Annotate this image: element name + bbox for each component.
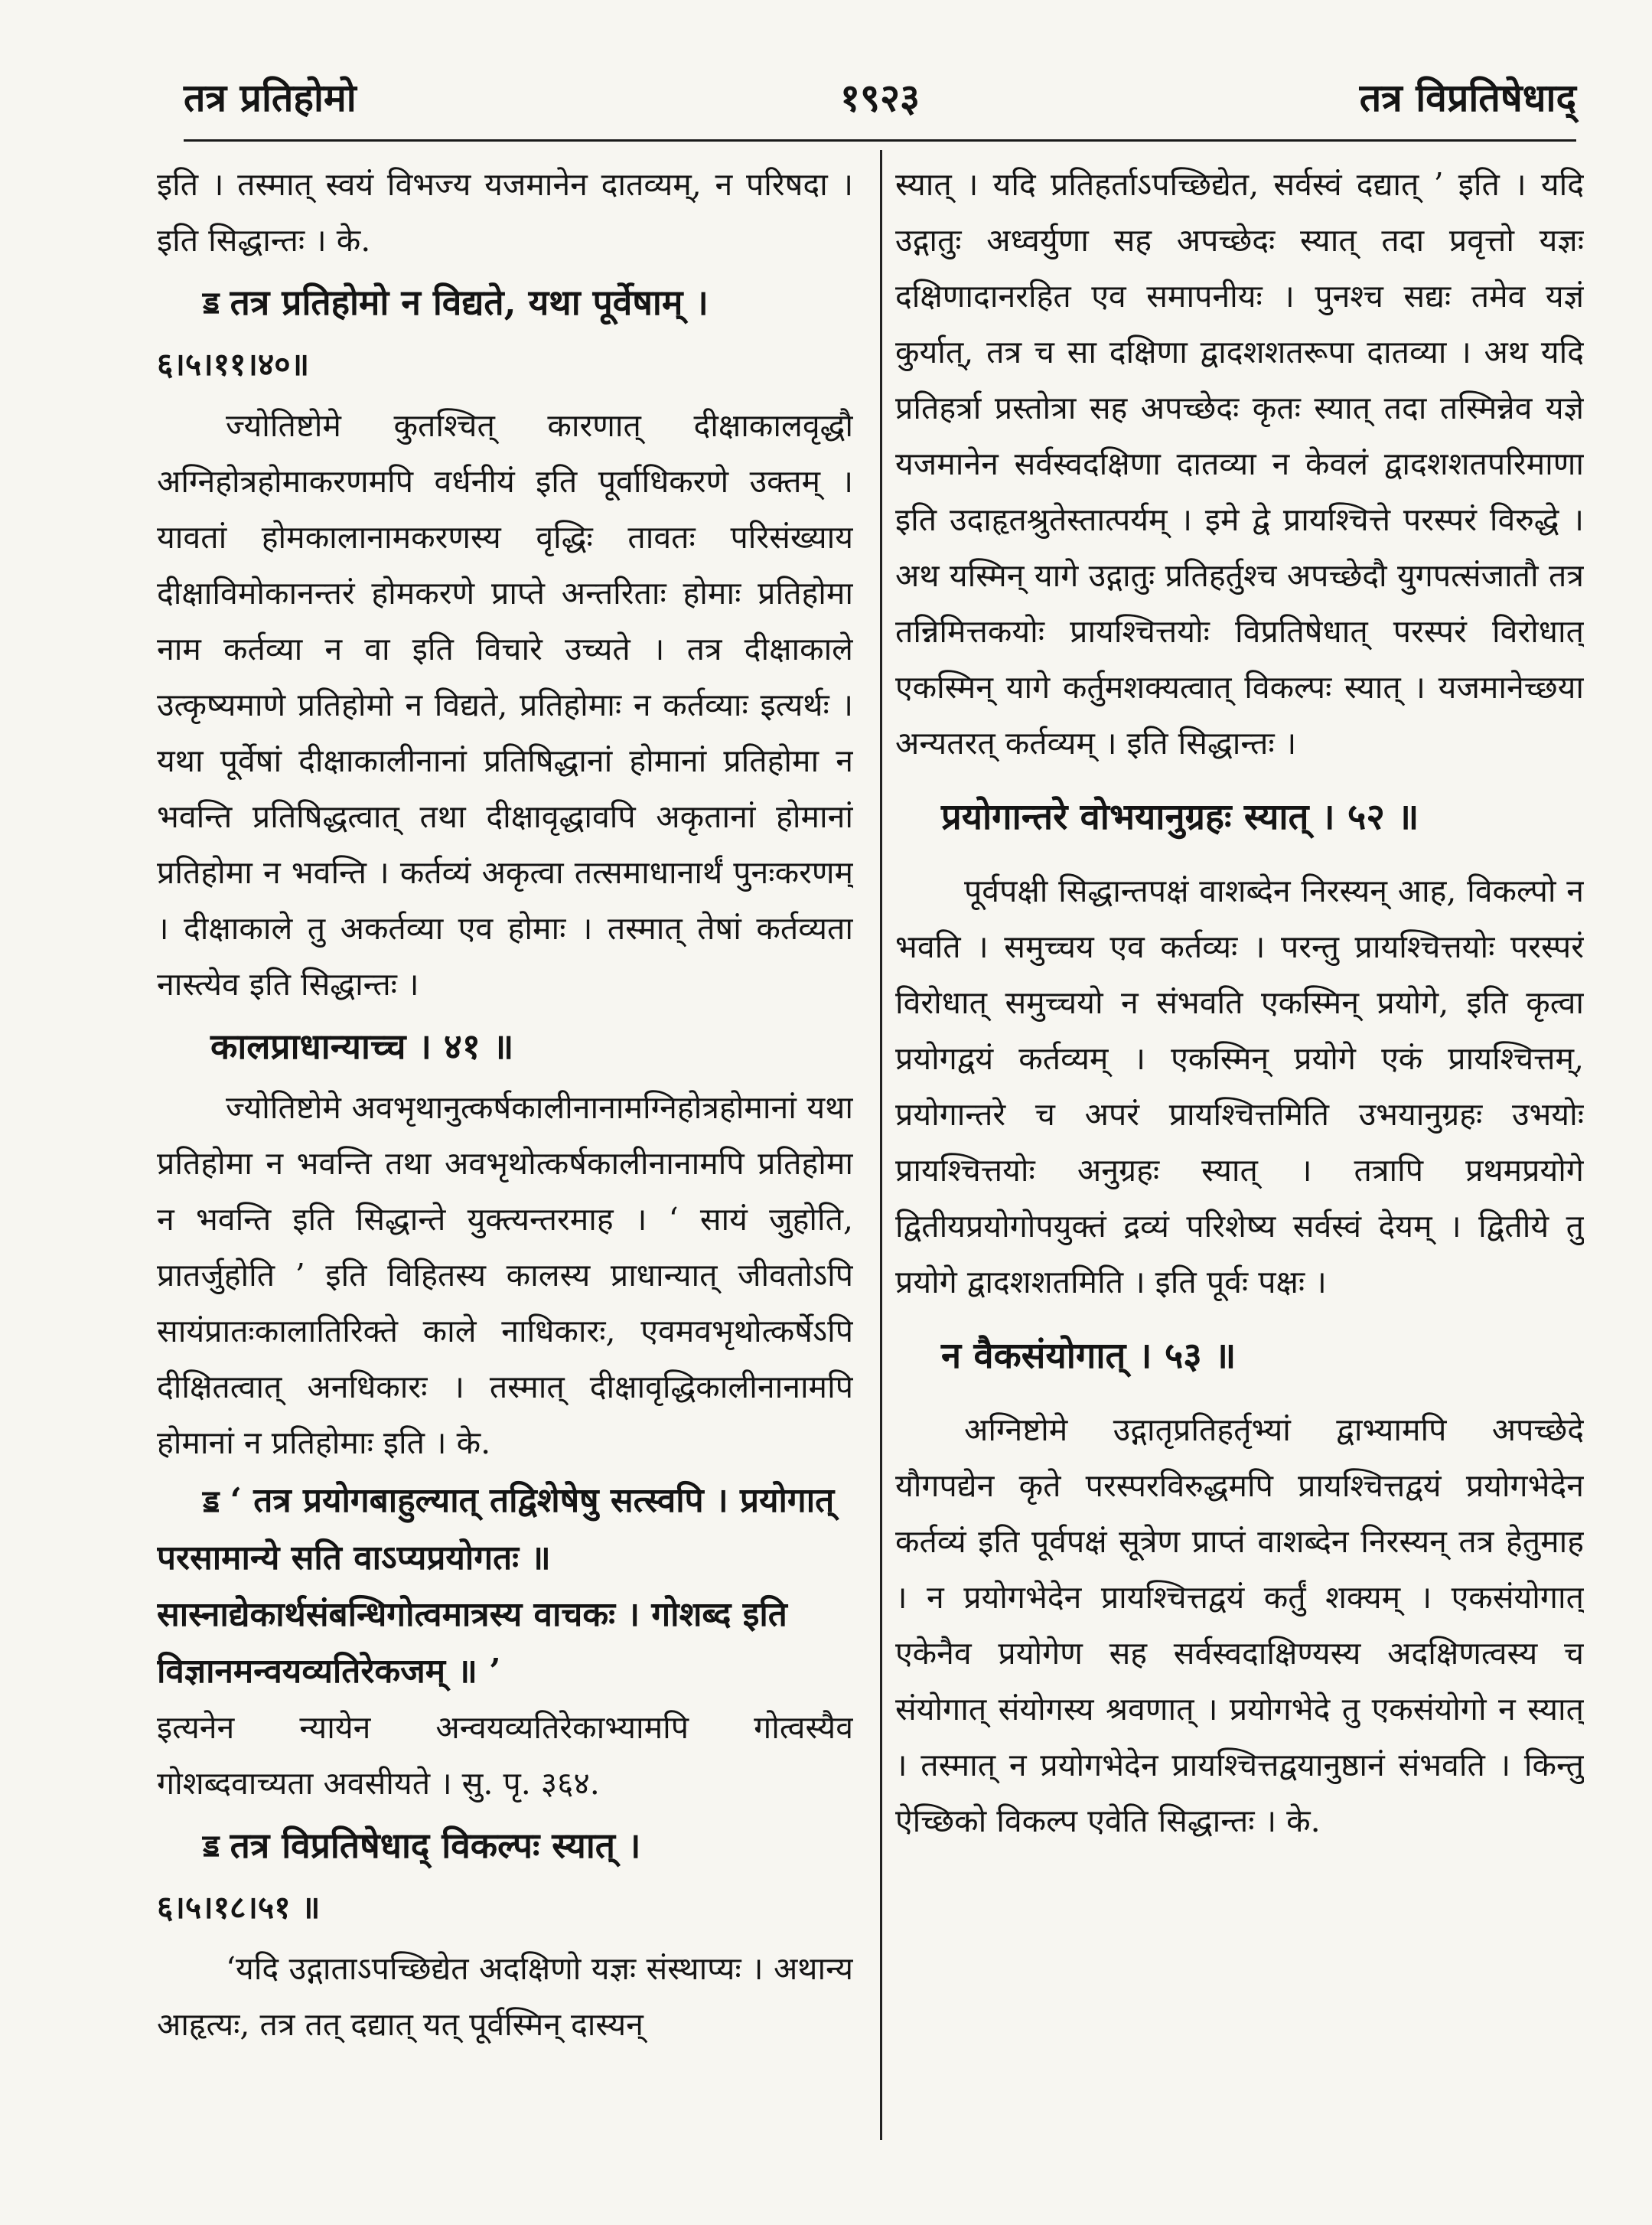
verse-marker-icon: ॾ <box>203 1483 220 1519</box>
paragraph: ज्योतिष्टोमे अवभृथानुत्कर्षकालीनानामग्निहोत्रहोमानां यथा प्रतिहोमा न भवन्ति तथा अवभृथोत्कर्षकालीनानामपि प्रतिहोमा न भवन्ति इति सिद्धान्ते युक्त्यन्तरमाह । ‘ सायं जुहोति, प्रातर्जुहोति ’ इति विहितस्य कालस्य प्राधान्यात् जीवतोऽपि सायंप्रातःकालातिरिक्ते काले नाधिकारः, एवमवभृथोत्कर्षेऽपि दीक्षितत्वात् अनधिकारः । तस्मात् दीक्षावृद्धिकालीनानामपि होमानां न प्रतिहोमाः इति । के. <box>157 1089 853 1461</box>
sutra-heading <box>157 1816 853 1936</box>
running-head-right: तत्र विप्रतिषेधाद् <box>1359 75 1576 120</box>
sutra-heading: प्रयोगान्तरे वोभयानुग्रहः स्यात् । ५२ ॥ <box>941 796 1419 838</box>
sutra-marker-icon: ॾ <box>203 1828 220 1864</box>
sutra-heading <box>157 273 853 393</box>
sutra-reference: ६।५।१८।५१ ॥ <box>157 1889 321 1926</box>
column-divider <box>880 150 882 2140</box>
page-number: १९२३ <box>840 75 920 120</box>
running-head-left: तत्र प्रतिहोमो <box>184 75 357 120</box>
sutra-heading: न वैकसंयोगात् । ५३ ॥ <box>941 1335 1237 1377</box>
sutra-reference: ६।५।११।४०॥ <box>157 346 310 383</box>
paragraph: ज्योतिष्टोमे कुतश्चित् कारणात् दीक्षाकालवृद्धौ अग्निहोत्रहोमाकरणमपि वर्धनीयं इति पूर्वाधिकरणे उक्तम् । यावतां होमकालानामकरणस्य वृद्धिः तावतः परिसंख्याय दीक्षाविमोकानन्तरं होमकरणे प्राप्ते अन्तरिताः होमाः प्रतिहोमा नाम कर्तव्या न वा इति विचारे उच्यते । तत्र दीक्षाकाले उत्कृष्यमाणे प्रतिहोमो न विद्यते, प्रतिहोमाः न कर्तव्याः इत्यर्थः । यथा पूर्वेषां दीक्षाकालीनानां प्रतिषिद्धानां होमानां प्रतिहोमा न भवन्ति प्रतिषिद्धत्वात् तथा दीक्षावृद्धावपि अकृतानां होमानां प्रतिहोमा न भवन्ति । कर्तव्यं अकृत्वा तत्समाधानार्थं पुनःकरणम् । दीक्षाकाले तु अकर्तव्या एव होमाः । तस्मात् तेषां कर्तव्यता नास्त्येव इति सिद्धान्तः । <box>157 407 853 1003</box>
sutra-heading: कालप्राधान्याच्च । ४१ ॥ <box>210 1026 514 1067</box>
paragraph: ‘यदि उद्गाताऽपच्छिद्येत अदक्षिणो यज्ञः संस्थाप्यः । अथान्य आहृत्यः, तत्र तत् दद्यात् यत् पूर्वस्मिन् दास्यन् <box>157 1950 853 2043</box>
right-column <box>895 157 1584 2147</box>
header-rule <box>184 139 1576 142</box>
paragraph: अग्निष्टोमे उद्गातृप्रतिहर्तृभ्यां द्वाभ्यामपि अपच्छेदे यौगपद्येन कृते परस्परविरुद्धमपि प्रायश्चित्तद्वयं प्रयोगभेदेन कर्तव्यं इति पूर्वपक्षं सूत्रेण प्राप्तं वाशब्देन निरस्यन् तत्र हेतुमाह । न प्रयोगभेदेन प्रायश्चित्तद्वयं कर्तुं शक्यम् । एकसंयोगात् एकेनैव प्रयोगेण सह सर्वस्वदाक्षिण्यस्य अदक्षिणत्वस्य च संयोगात् संयोगस्य श्रवणात् । प्रयोगभेदे तु एकसंयोगो न स्यात् । तस्मात् न प्रयोगभेदेन प्रायश्चित्तद्वयानुष्ठानं संभवति । किन्तु ऐच्छिको विकल्प एवेति सिद्धान्तः । के. <box>895 1411 1584 1839</box>
sutra-text: तत्र प्रतिहोमो न विद्यते, यथा पूर्वेषाम् । <box>230 282 709 323</box>
page-header <box>184 67 1576 129</box>
left-column <box>157 157 853 2147</box>
sutra-marker-icon: ॾ <box>203 285 220 321</box>
verse-text: ‘ तत्र प्रयोगबाहुल्यात् तद्विशेषेषु सत्स्वपि । प्रयोगात् परसामान्ये सति वाऽप्यप्रयोगतः ॥ सास्नाद्येकार्थसंबन्धिगोत्वमात्रस्य वाचकः । गोशब्द इति विज्ञानमन्वयव्यतिरेकजम् ॥ ’ <box>157 1481 835 1691</box>
paragraph: पूर्वपक्षी सिद्धान्तपक्षं वाशब्देन निरस्यन् आह, विकल्पो न भवति । समुच्चय एव कर्तव्यः । परन्तु प्रायश्चित्तयोः परस्परं विरोधात् समुच्चयो न संभवति एकस्मिन् प्रयोगे, इति कृत्वा प्रयोगद्वयं कर्तव्यम् । एकस्मिन् प्रयोगे एकं प्रायश्चित्तम्, प्रयोगान्तरे च अपरं प्रायश्चित्तमिति उभयानुग्रहः उभयोः प्रायश्चित्तयोः अनुग्रहः स्यात् । तत्रापि प्रथमप्रयोगे द्वितीयप्रयोगोपयुक्तं द्रव्यं परिशेष्य सर्वस्वं देयम् । द्वितीये तु प्रयोगे द्वादशशतमिति । इति पूर्वः पक्षः । <box>895 873 1584 1300</box>
paragraph: स्यात् । यदि प्रतिहर्ताऽपच्छिद्येत, सर्वस्वं दद्यात् ’ इति । यदि उद्गातुः अध्वर्युणा सह अपच्छेदः स्यात् तदा प्रवृत्तो यज्ञः दक्षिणादानरहित एव समापनीयः । पुनश्च सद्यः तमेव यज्ञं कुर्यात्, तत्र च सा दक्षिणा द्वादशशतरूपा दातव्या । अथ यदि प्रतिहर्त्रा प्रस्तोत्रा सह अपच्छेदः कृतः स्यात् तदा तस्मिन्नेव यज्ञे यजमानेन सर्वस्वदक्षिणा दातव्या न केवलं द्वादशशतपरिमाणा इति उदाहृतश्रुतेस्तात्पर्यम् । इमे द्वे प्रायश्चित्ते परस्परं विरुद्धे । अथ यस्मिन् यागे उद्गातुः प्रतिहर्तुश्च अपच्छेदौ युगपत्संजातौ तत्र तन्निमित्तकयोः प्रायश्चित्तयोः विप्रतिषेधात् परस्परं विरोधात् एकस्मिन् यागे कर्तुमशक्यत्वात् विकल्पः स्यात् । यजमानेच्छया अन्यतरत् कर्तव्यम् । इति सिद्धान्तः । <box>895 166 1584 762</box>
quoted-verse <box>157 1473 853 1700</box>
sutra-text: तत्र विप्रतिषेधाद् विकल्पः स्यात् । <box>230 1825 641 1866</box>
paragraph: इत्यनेन न्यायेन अन्वयव्यतिरेकाभ्यामपि गोत्वस्यैव गोशब्दवाच्यता अवसीयते । सु. पृ. ३६४. <box>157 1709 853 1802</box>
paragraph: इति । तस्मात् स्वयं विभज्य यजमानेन दातव्यम्, न परिषदा । इति सिद्धान्तः । के. <box>157 166 853 259</box>
